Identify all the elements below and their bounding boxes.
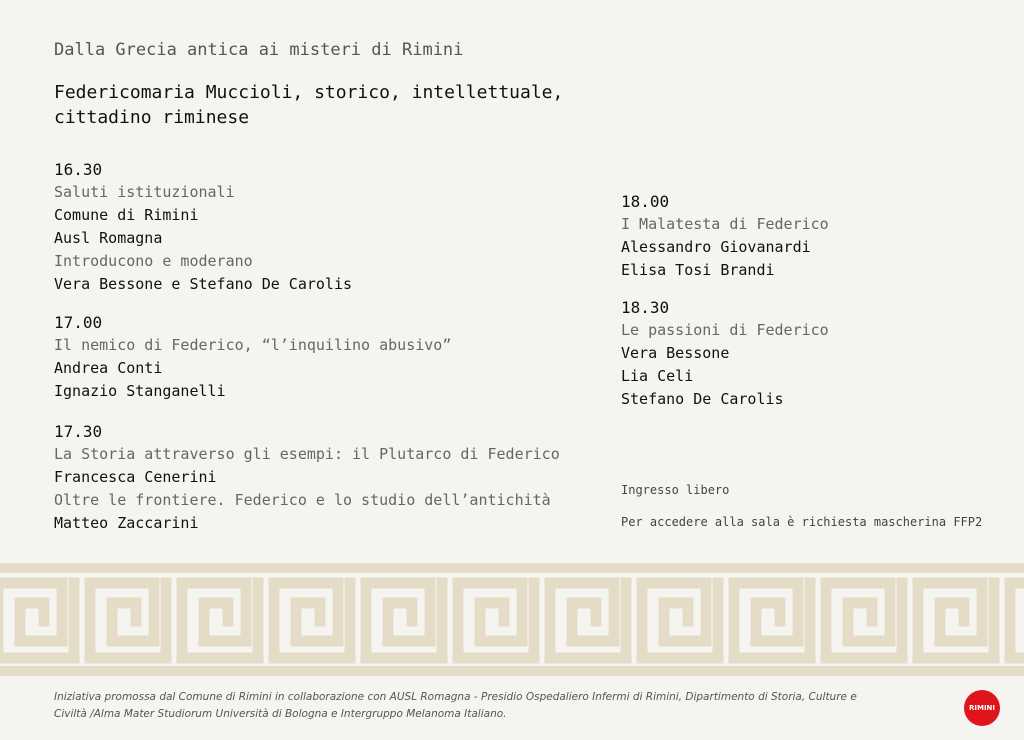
session-time: 18.30	[621, 298, 670, 317]
rimini-logo: RIMINI	[964, 690, 1000, 726]
footer-line-1: Iniziativa promossa dal Comune di Rimini in collaborazione con AUSL Romagna - Presidio Ospedaliero Infermi di Rimini, Dipartimento di Storia, Culture e	[54, 691, 857, 703]
program-block-1730	[54, 420, 560, 535]
speaker-name: Elisa Tosi Brandi	[621, 261, 775, 279]
speaker-name: Alessandro Giovanardi	[621, 238, 811, 256]
free-entry-note: Ingresso libero	[621, 483, 730, 497]
session-time: 16.30	[54, 160, 103, 179]
speaker-name: Francesca Cenerini	[54, 468, 217, 486]
mask-requirement-note: Per accedere alla sala è richiesta mascherina FFP2	[621, 515, 983, 529]
speaker-name: Ignazio Stanganelli	[54, 382, 226, 400]
program-block-1630	[54, 158, 352, 296]
greek-key-border-icon	[0, 563, 1024, 676]
session-time: 17.00	[54, 313, 103, 332]
session-time: 18.00	[621, 192, 670, 211]
session-topic: Saluti istituzionali	[54, 183, 235, 201]
session-time: 17.30	[54, 422, 103, 441]
speaker-name: Lia Celi	[621, 367, 694, 385]
event-title-line-1: Federicomaria Muccioli, storico, intellettuale,	[54, 82, 564, 103]
event-title-line-2: cittadino riminese	[54, 107, 250, 128]
session-topic: Oltre le frontiere. Federico e lo studio dell’antichità	[54, 491, 551, 509]
speaker-name: Andrea Conti	[54, 359, 163, 377]
speaker-name: Stefano De Carolis	[621, 390, 784, 408]
program-block-1830	[621, 296, 829, 411]
program-block-1700	[54, 311, 451, 403]
speaker-name: Matteo Zaccarini	[54, 514, 199, 532]
speaker-name: Vera Bessone e Stefano De Carolis	[54, 275, 353, 293]
speaker-name: Vera Bessone	[621, 344, 730, 362]
event-subtitle: Dalla Grecia antica ai misteri di Rimini	[54, 40, 464, 60]
session-topic: Introducono e moderano	[54, 252, 253, 270]
session-topic: I Malatesta di Federico	[621, 215, 829, 233]
footer-credits	[54, 689, 934, 723]
session-topic: La Storia attraverso gli esempi: il Plutarco di Federico	[54, 445, 560, 463]
session-topic: Il nemico di Federico, “l’inquilino abusivo”	[54, 336, 452, 354]
speaker-name: Comune di Rimini	[54, 206, 199, 224]
speaker-name: Ausl Romagna	[54, 229, 163, 247]
session-topic: Le passioni di Federico	[621, 321, 829, 339]
program-block-1800	[621, 190, 829, 282]
footer-line-2: Civiltà /Alma Mater Studiorum Università di Bologna e Intergruppo Melanoma Italiano.	[54, 708, 507, 720]
event-title	[54, 80, 594, 130]
